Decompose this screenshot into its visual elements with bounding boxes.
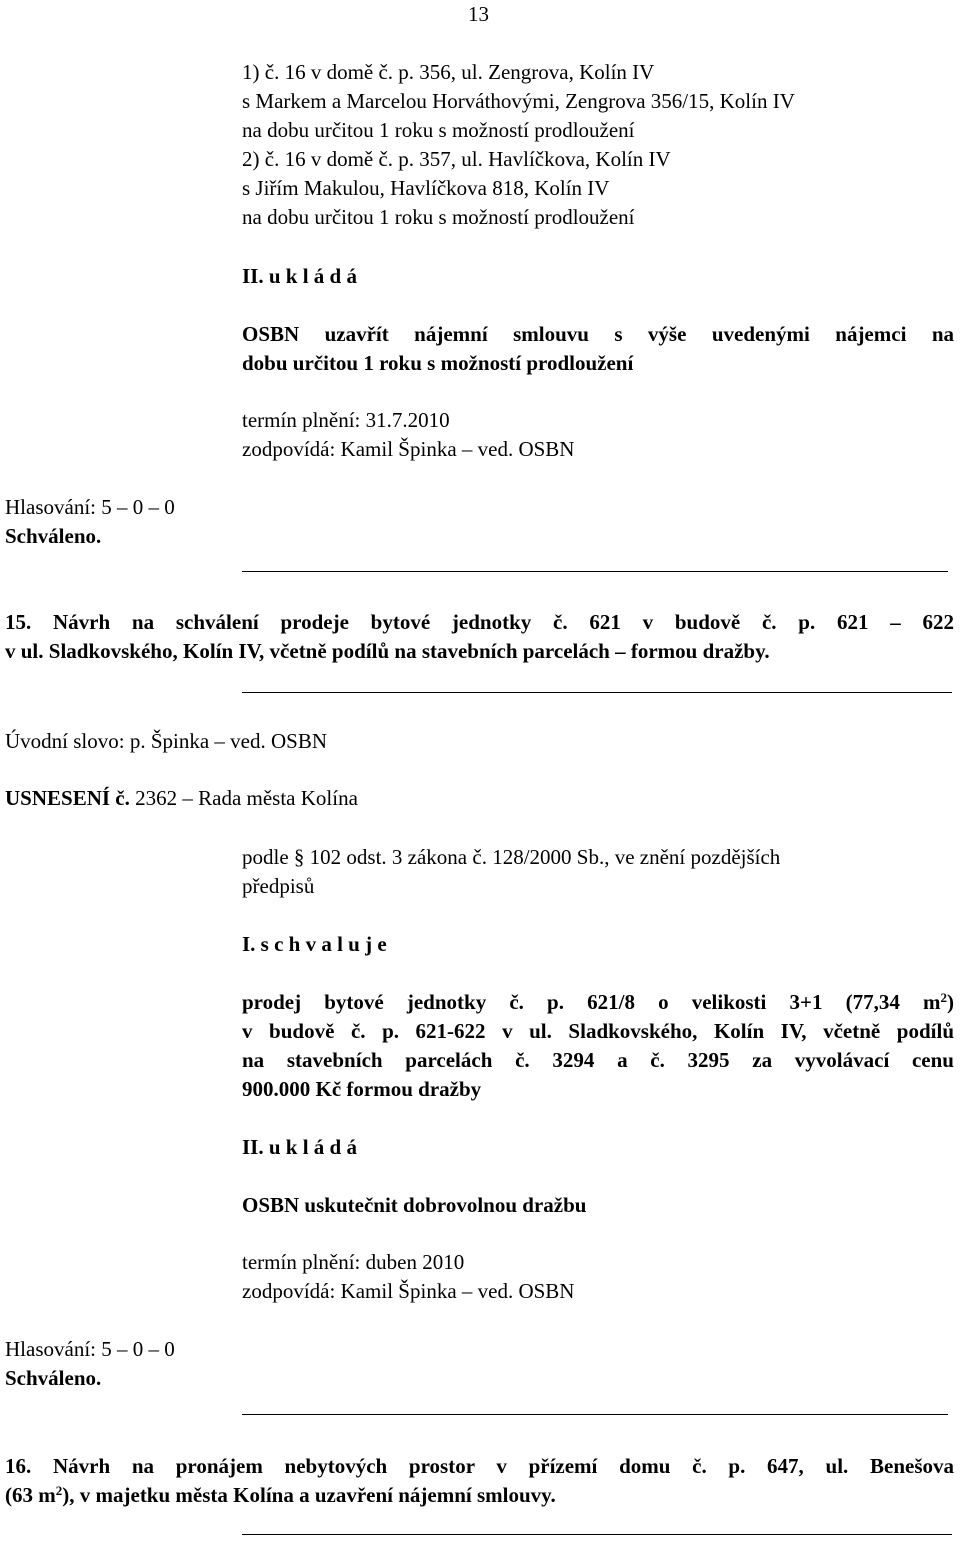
agenda-item-title: 15. Návrh na schválení prodeje bytové jednotky č. 621 v budově č. p. 621 – 622	[5, 610, 954, 634]
superscript: 2	[940, 989, 947, 1005]
orders-text: dobu určitou 1 roku s možností prodloužení	[242, 351, 634, 375]
responsible-person: zodpovídá: Kamil Špinka – ved. OSBN	[242, 1279, 575, 1303]
orders-heading: II. u k l á d á	[242, 1135, 357, 1159]
sale-text: 900.000 Kč formou dražby	[242, 1077, 482, 1101]
sale-text-part: prodej bytové jednotky č. p. 621/8 o velikosti 3+1 (77,34 m	[242, 990, 941, 1014]
vote-result: Hlasování: 5 – 0 – 0	[5, 495, 175, 519]
list-item: na dobu určitou 1 roku s možností prodloužení	[242, 205, 635, 229]
approval-status: Schváleno.	[5, 524, 102, 548]
superscript: 2	[55, 1482, 63, 1498]
list-item: 1) č. 16 v domě č. p. 356, ul. Zengrova, Kolín IV	[242, 60, 655, 84]
sale-text: v budově č. p. 621-622 v ul. Sladkovského, Kolín IV, včetně podílů	[242, 1019, 954, 1043]
divider	[242, 1534, 952, 1535]
intro-speaker: Úvodní slovo: p. Špinka – ved. OSBN	[5, 729, 328, 753]
deadline: termín plnění: 31.7.2010	[242, 408, 450, 432]
list-item: s Markem a Marcelou Horváthovými, Zengrova 356/15, Kolín IV	[242, 89, 795, 113]
page-number: 13	[468, 2, 489, 26]
title-part: (63 m	[5, 1483, 56, 1507]
list-item: na dobu určitou 1 roku s možností prodloužení	[242, 118, 635, 142]
vote-result: Hlasování: 5 – 0 – 0	[5, 1337, 175, 1361]
resolution-label: USNESENÍ č.	[5, 786, 130, 810]
deadline: termín plnění: duben 2010	[242, 1250, 465, 1274]
agenda-item-title: 16. Návrh na pronájem nebytových prostor v přízemí domu č. p. 647, ul. Benešova	[5, 1454, 954, 1478]
divider	[242, 692, 952, 693]
approves-heading: I. s c h v a l u j e	[242, 932, 387, 956]
responsible-person: zodpovídá: Kamil Špinka – ved. OSBN	[242, 437, 575, 461]
list-item: s Jiřím Makulou, Havlíčkova 818, Kolín IV	[242, 176, 610, 200]
orders-text: OSBN uskutečnit dobrovolnou dražbu	[242, 1193, 587, 1217]
orders-heading: II. u k l á d á	[242, 264, 357, 288]
sale-text: na stavebních parcelách č. 3294 a č. 3295 za vyvolávací cenu	[242, 1048, 954, 1072]
legal-basis: podle § 102 odst. 3 zákona č. 128/2000 Sb., ve znění pozdějších	[242, 845, 781, 869]
divider	[242, 571, 948, 572]
sale-text-part: )	[947, 990, 954, 1014]
sale-text	[242, 990, 954, 1014]
list-item: 2) č. 16 v domě č. p. 357, ul. Havlíčkova, Kolín IV	[242, 147, 671, 171]
resolution-number	[5, 786, 358, 810]
divider	[242, 1414, 948, 1415]
legal-basis: předpisů	[242, 874, 315, 898]
resolution-body: 2362 – Rada města Kolína	[135, 786, 358, 810]
agenda-item-title	[5, 1483, 556, 1507]
approval-status: Schváleno.	[5, 1366, 102, 1390]
agenda-item-title: v ul. Sladkovského, Kolín IV, včetně podílů na stavebních parcelách – formou dražby.	[5, 639, 770, 663]
title-part: ), v majetku města Kolína a uzavření nájemní smlouvy.	[62, 1483, 556, 1507]
orders-text: OSBN uzavřít nájemní smlouvu s výše uvedenými nájemci na	[242, 322, 954, 346]
